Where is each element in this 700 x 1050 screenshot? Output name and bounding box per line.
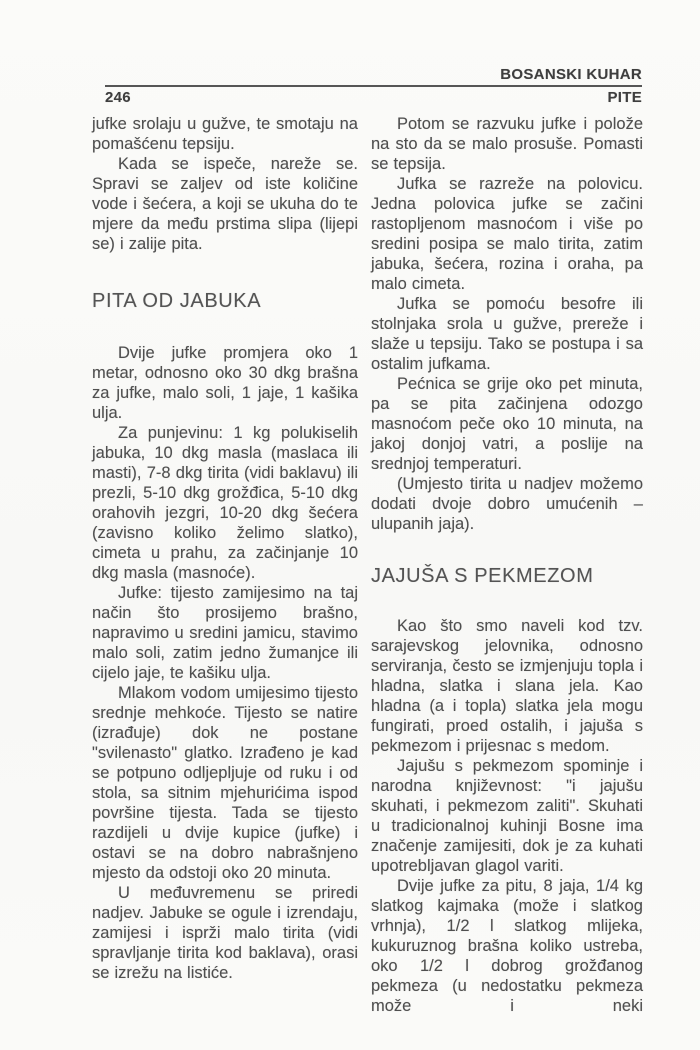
paragraph: Za punjevinu: 1 kg polukiselih jabuka, 10 dkg masla (maslaca ili masti), 7-8 dkg tirita (vidi baklavu) ili prezli, 5-10 dkg grožđica, 5-10 dkg orahovih jezgri, 10-20 dkg šećera (zavisno koliko želimo slatko), cimeta u prahu, za začinjanje 10 dkg masla (masnoće). (92, 424, 358, 582)
paragraph: Jufka se razreže na polovicu. Jedna polovica jufke se začini rastopljenom masnoćom i više po sredini posipa se malo tirita, zatim jabuka, šećera, rozina i oraha, pa malo cimeta. (371, 175, 643, 293)
text-columns (92, 114, 643, 1016)
paragraph: Pećnica se grije oko pet minuta, pa se pita začinjena odozgo masnoćom peče oko 10 minuta, na jakoj donjoj vatri, a poslije na srednjoj temperaturi. (371, 375, 643, 473)
header-rule (105, 85, 642, 87)
recipe-heading-jajusa-s-pekmezom: JAJUŠA S PEKMEZOM (371, 565, 594, 587)
paragraph: (Umjesto tirita u nadjev možemo dodati dvoje dobro umućenih – ulupanih jaja). (371, 475, 643, 533)
paragraph: Potom se razvuku jufke i polože na sto da se malo prosuše. Pomasti se tepsija. (371, 115, 643, 173)
paragraph: U međuvremenu se priredi nadjev. Jabuke se ogule i izrendaju, zamijesi i isprži malo tirita (vidi spravljanje tirita kod baklava), orasi se izrežu na listiće. (92, 884, 358, 982)
page-number: 246 (105, 89, 131, 106)
paragraph: jufke srolaju u gužve, te smotaju na pomašćenu tepsiju. (92, 115, 358, 153)
left-column (92, 114, 358, 1016)
right-column (371, 114, 643, 1016)
paragraph: Jajušu s pekmezom spominje i narodna književnost: "i jajušu skuhati, i pekmezom zaliti". Skuhati u tradicionalnoj kuhinji Bosne ima značenje zamijesiti, dok je za kuhati upotrebljavan glagol variti. (371, 757, 643, 875)
paragraph: Kada se ispeče, nareže se. Spravi se zaljev od iste količine vode i šećera, a koji se ukuha do te mjere da među prstima slipa (lijepi se) i zalije pita. (92, 155, 358, 253)
paragraph: Jufke: tijesto zamijesimo na taj način što prosijemo brašno, napravimo u sredini jamicu, stavimo malo soli, zatim jedno žumanjce ili cijelo jaje, te kašiku ulja. (92, 584, 358, 682)
paragraph: Dvije jufke promjera oko 1 metar, odnosno oko 30 dkg brašna za jufke, malo soli, 1 jaje, 1 kašika ulja. (92, 344, 358, 422)
paragraph: Mlakom vodom umijesimo tijesto srednje mehkoće. Tijesto se natire (izrađuje) dok ne postane "svilenasto" glatko. Izrađeno je kad se potpuno odljepljuje od ruku i od stola, sa sitnim mjehurićima ispod površine tijesta. Tada se tijesto razdijeli u dvije kupice (jufke) i ostavi se na dobro nabrašnjeno mjesto da odstoji oko 20 minuta. (92, 684, 358, 882)
book-title: BOSANSKI KUHAR (500, 66, 642, 83)
paragraph: Kao što smo naveli kod tzv. sarajevskog jelovnika, odnosno serviranja, često se izmjenjuju topla i hladna, slatka i slana jela. Kao hladna (a i topla) slatka jela mogu fungirati, proed ostalih, i jajuša s pekmezom i prijesnac s medom. (371, 617, 643, 755)
header-row (105, 89, 642, 106)
page-header (105, 66, 642, 106)
paragraph: Dvije jufke za pitu, 8 jaja, 1/4 kg slatkog kajmaka (može i slatkog vrhnja), 1/2 l slatkog mlijeka, kukuruznog brašna koliko ustreba, oko 1/2 l dobrog grožđanog pekmeza (u nedostatku pekmeza može i neki (371, 877, 643, 1015)
section-title: PITE (607, 89, 642, 106)
recipe-heading-pita-od-jabuka: PITA OD JABUKA (92, 290, 262, 312)
paragraph: Jufka se pomoću besofre ili stolnjaka srola u gužve, prereže i slaže u tepsiju. Tako se postupa i sa ostalim jufkama. (371, 295, 643, 373)
